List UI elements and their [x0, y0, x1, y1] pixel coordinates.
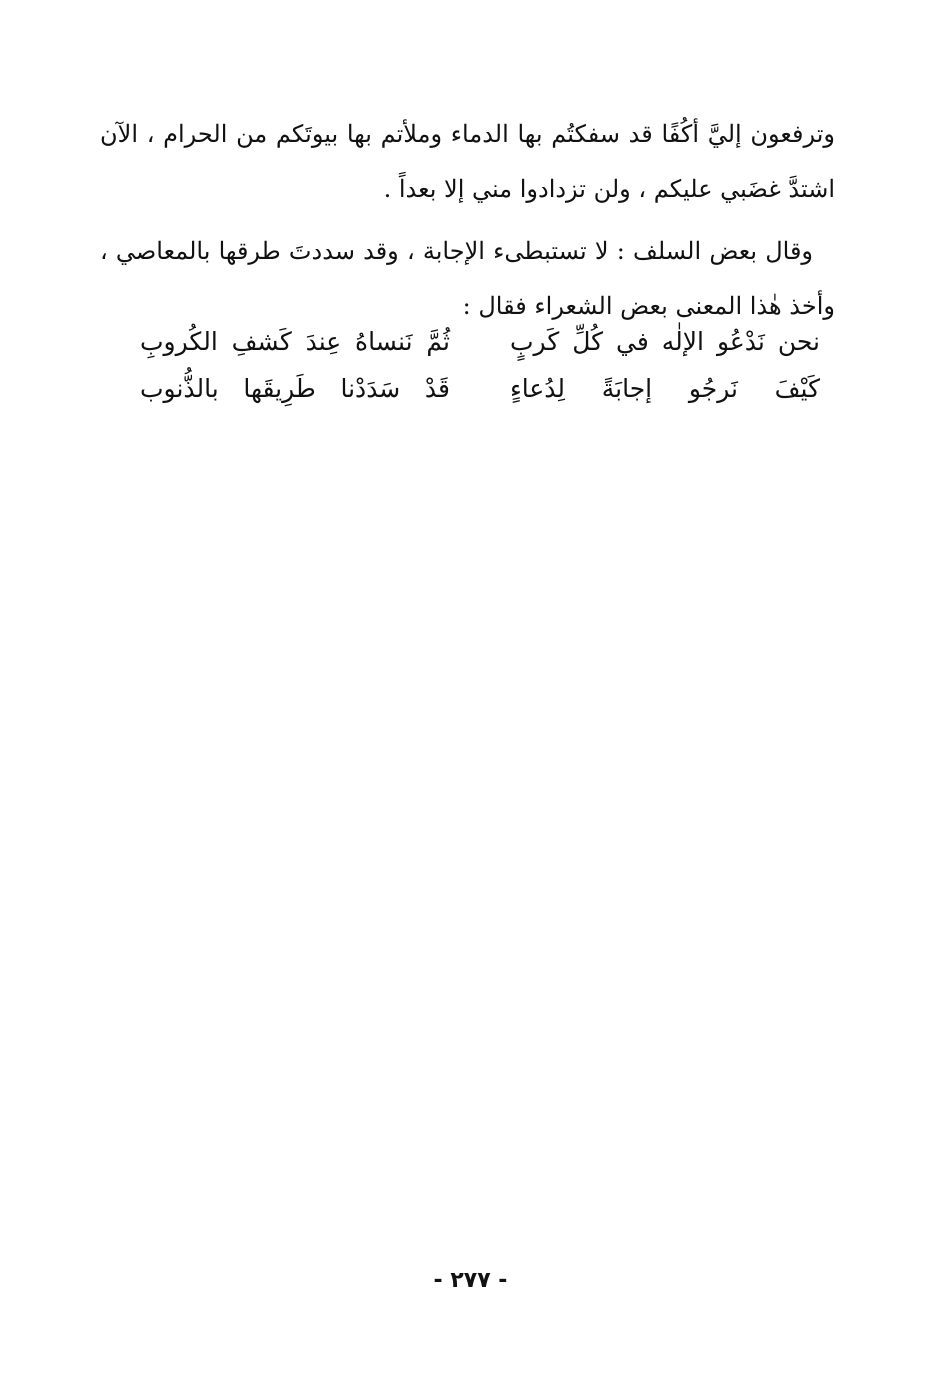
poem-verse-2 [140, 365, 820, 412]
page-number: - ٢٧٧ - [433, 1268, 508, 1293]
paragraph-salaf-quote-text: وقال بعض السلف : لا تستبطىء الإجابة ، وقد سددتَ طرقها بالمعاصي ، وأخذ هٰذا المعنى بعض الشعراء فقال : [100, 237, 835, 320]
verse-2-first-hemistich: كَيْفَ نَرجُو إجابَةً لِدُعاءٍ [510, 374, 820, 403]
poem-verse-1 [140, 318, 820, 365]
paragraph-hadith: وترفعون إليَّ أكُفًا قد سفكتُم بها الدماء وملأتم بها بيوتَكم من الحرام ، الآن اشتدَّ غضَبي عليكم ، ولن تزدادوا مني إلا بعداً . [100, 120, 835, 203]
verse-2-second-hemistich: قَدْ سَدَدْنا طَرِيقَها بالذُّنوب [140, 374, 450, 403]
verse-1-first-hemistich: نحن نَدْعُو الإلٰه في كُلِّ كَربٍ [510, 327, 820, 356]
verse-1-second-hemistich: ثُمَّ نَنساهُ عِندَ كَشفِ الكُروبِ [140, 327, 450, 356]
poem [140, 318, 820, 412]
